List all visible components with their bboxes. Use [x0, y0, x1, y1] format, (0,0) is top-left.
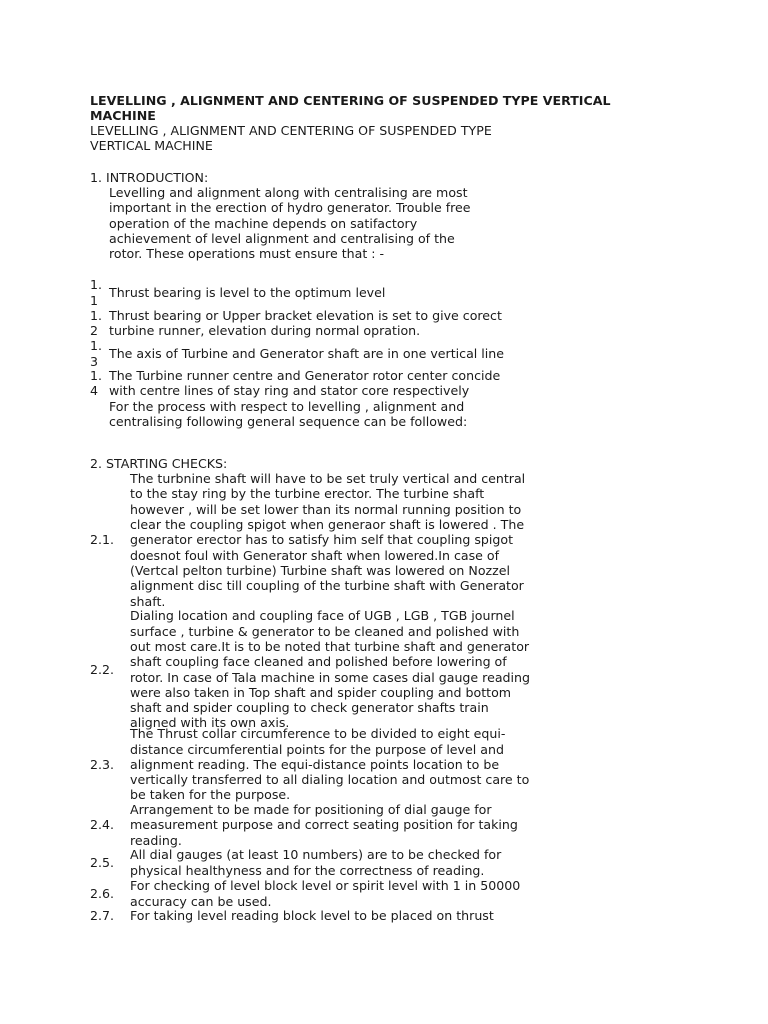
- list-item: [90, 878, 530, 909]
- list-item-number: 1. 1: [90, 277, 103, 308]
- list-item: [90, 802, 530, 848]
- list-item-number: 2.1.: [90, 532, 115, 548]
- list-item: [90, 368, 509, 399]
- document-subtitle: LEVELLING , ALIGNMENT AND CENTERING OF SUSPENDED TYPE VERTICAL MACHINE: [90, 123, 492, 154]
- list-item-number: 2.2.: [90, 661, 115, 677]
- list-item-number: 2.5.: [90, 854, 115, 870]
- list-item-text: The Turbine runner centre and Generator rotor center concide with centre lines of stay ring and stator core respectively: [109, 368, 501, 399]
- list-item-number: 1. 3: [90, 338, 103, 369]
- list-item-text: All dial gauges (at least 10 numbers) are to be checked for physical healthyness and for the correctness of reading.: [130, 847, 502, 878]
- list-item-number: 2.7.: [90, 908, 115, 923]
- intro-paragraph: Levelling and alignment along with centralising are most important in the erection of hydro generator. Trouble free operation of the machine depends on satifactory achievement of level alignment and centralising of the rotor. These operations must ensure that : -: [109, 185, 471, 262]
- list-item: [90, 471, 530, 609]
- list-item-text: For checking of level block level or spirit level with 1 in 50000 accuracy can be used.: [130, 878, 521, 909]
- list-item-text: The Thrust collar circumference to be divided to eight equi-distance circumferential points for the purpose of level and alignment reading. The equi-distance points location to be vertically transferred to all dialing location and outmost care to be taken for the purpose.: [130, 726, 530, 803]
- list-item: [90, 277, 489, 308]
- list-item-text: Thrust bearing or Upper bracket elevation is set to give corect turbine runner, elevation during normal opration.: [109, 308, 502, 339]
- list-item-text: Thrust bearing is level to the optimum level: [109, 284, 386, 300]
- section-heading-introduction: 1. INTRODUCTION:: [90, 170, 209, 185]
- document-title: LEVELLING , ALIGNMENT AND CENTERING OF SUSPENDED TYPE VERTICAL MACHINE: [90, 93, 611, 124]
- list-item: [90, 338, 529, 369]
- list-item-text: The turbnine shaft will have to be set truly vertical and central to the stay ring by the turbine erector. The turbine shaft however , will be set lower than its normal running position to clear the coupling spigot when generaor shaft is lowered . The generator erector has to satisfy him self that coupling spigot doesnot foul with Generator shaft when lowered.In case of (Vertcal pelton turbine) Turbine shaft was lowered on Nozzel alignment disc till coupling of the turbine shaft with Generator shaft.: [130, 471, 526, 609]
- list-item-number: 2.3.: [90, 756, 115, 772]
- list-item-text: Dialing location and coupling face of UGB , LGB , TGB journel surface , turbine & generator to be cleaned and polished with out most care.It is to be noted that turbine shaft and generator shaft coupling face cleaned and polished before lowering of rotor. In case of Tala machine in some cases dial gauge reading were also taken in Top shaft and spider coupling and bottom shaft and spider coupling to check generator shafts train aligned with its own axis.: [130, 608, 531, 731]
- list-item-number: 2.6.: [90, 885, 115, 901]
- list-item: [90, 608, 530, 731]
- list-item: [90, 308, 509, 339]
- section-heading-starting-checks: 2. STARTING CHECKS:: [90, 456, 228, 471]
- list-item-number: 1. 2: [90, 308, 103, 339]
- list-item-text: For taking level reading block level to be placed on thrust: [130, 908, 494, 923]
- list-item: [90, 726, 535, 803]
- intro-closing: For the process with respect to levelling , alignment and centralising following general sequence can be followed:: [109, 399, 468, 430]
- list-item-text: Arrangement to be made for positioning of dial gauge for measurement purpose and correct seating position for taking reading.: [130, 802, 518, 848]
- list-item-text: The axis of Turbine and Generator shaft are in one vertical line: [109, 345, 505, 361]
- list-item-number: 2.4.: [90, 817, 115, 833]
- list-item: [90, 847, 530, 878]
- list-item: [90, 908, 530, 923]
- list-item-number: 1. 4: [90, 368, 103, 399]
